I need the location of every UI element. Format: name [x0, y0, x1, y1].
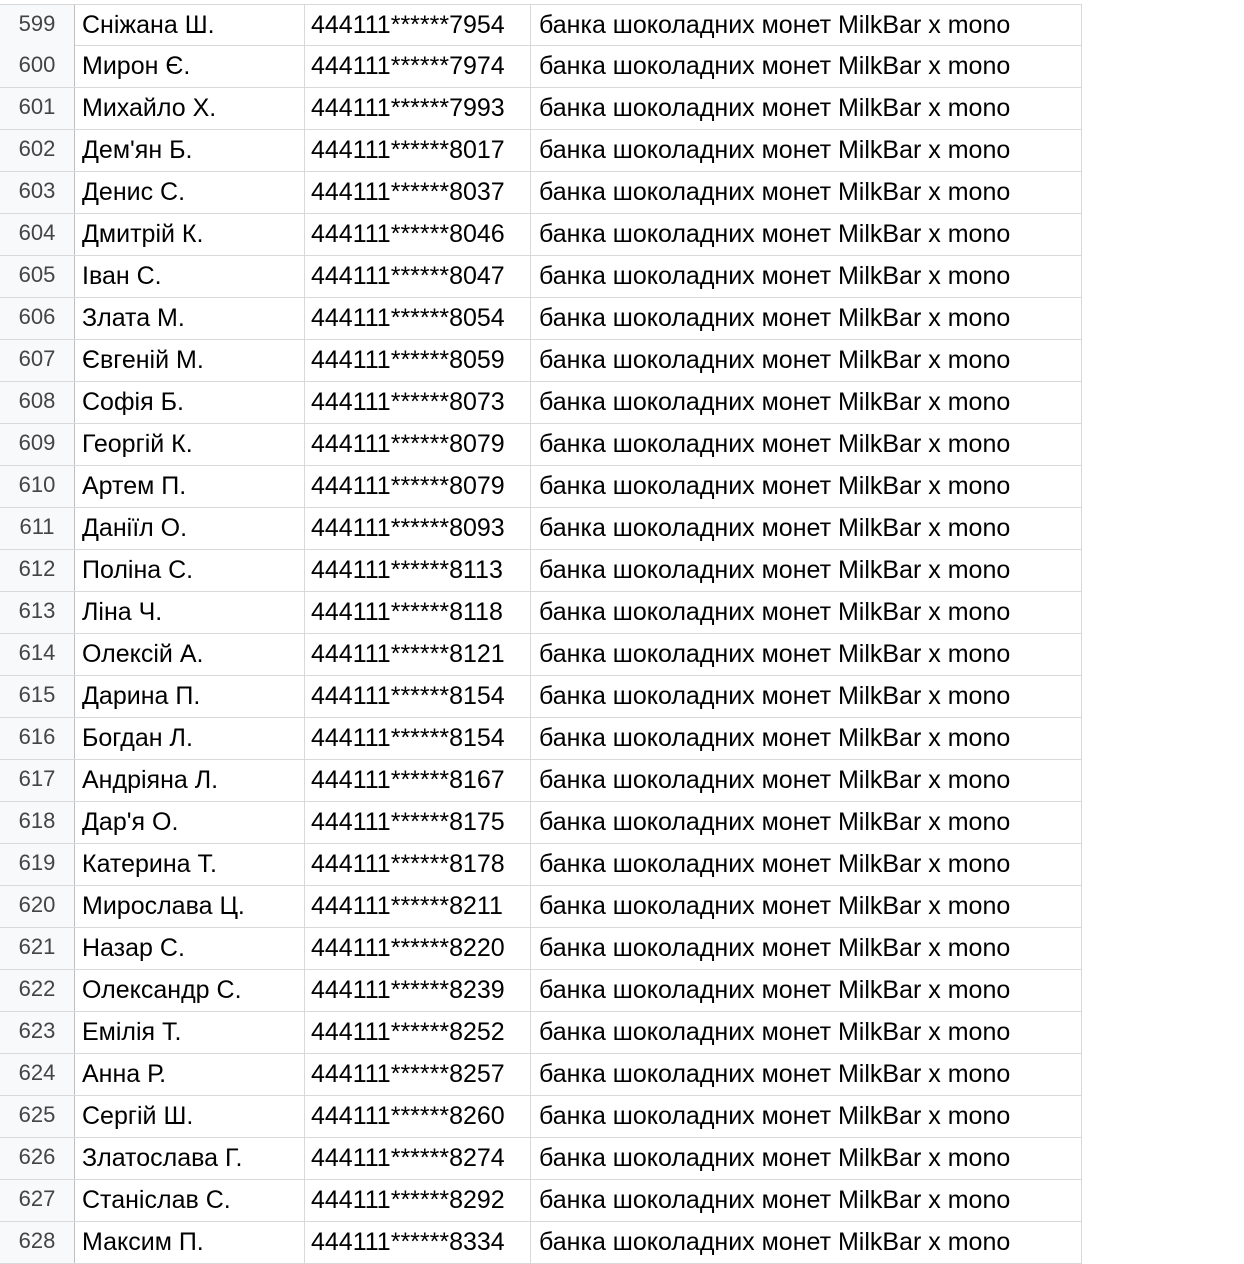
- card-number-cell[interactable]: 444111******8167: [305, 760, 531, 801]
- table-row: [0, 634, 1082, 676]
- row-number-header[interactable]: 600: [0, 46, 75, 87]
- prize-cell[interactable]: банка шоколадних монет MilkBar x mono: [531, 718, 1082, 759]
- prize-cell[interactable]: банка шоколадних монет MilkBar x mono: [531, 1096, 1082, 1137]
- table-row: [0, 298, 1082, 340]
- name-cell[interactable]: Георгій К.: [75, 424, 305, 465]
- table-row: [0, 1222, 1082, 1264]
- name-cell[interactable]: Даніїл О.: [75, 508, 305, 549]
- table-row: [0, 256, 1082, 298]
- table-row: [0, 718, 1082, 760]
- row-number-header[interactable]: 618: [0, 802, 75, 843]
- prize-cell[interactable]: банка шоколадних монет MilkBar x mono: [531, 88, 1082, 129]
- table-row: [0, 970, 1082, 1012]
- name-cell[interactable]: Євгеній М.: [75, 340, 305, 381]
- prize-cell[interactable]: банка шоколадних монет MilkBar x mono: [531, 340, 1082, 381]
- row-number-header[interactable]: 613: [0, 592, 75, 633]
- table-row: [0, 130, 1082, 172]
- row-number-header[interactable]: 601: [0, 88, 75, 129]
- card-number-cell[interactable]: 444111******8047: [305, 256, 531, 297]
- name-cell[interactable]: Сергій Ш.: [75, 1096, 305, 1137]
- card-number-cell[interactable]: 444111******8073: [305, 382, 531, 423]
- row-number-header[interactable]: 626: [0, 1138, 75, 1179]
- table-row: [0, 88, 1082, 130]
- name-cell[interactable]: Максим П.: [75, 1222, 305, 1263]
- name-cell[interactable]: Софія Б.: [75, 382, 305, 423]
- name-cell[interactable]: Назар С.: [75, 928, 305, 969]
- table-row: [0, 340, 1082, 382]
- row-number-header[interactable]: 621: [0, 928, 75, 969]
- prize-cell[interactable]: банка шоколадних монет MilkBar x mono: [531, 886, 1082, 927]
- name-cell[interactable]: Станіслав С.: [75, 1180, 305, 1221]
- name-cell[interactable]: Андріяна Л.: [75, 760, 305, 801]
- row-number-header[interactable]: 604: [0, 214, 75, 255]
- card-number-cell[interactable]: 444111******8079: [305, 466, 531, 507]
- prize-cell[interactable]: банка шоколадних монет MilkBar x mono: [531, 5, 1082, 46]
- card-number-cell[interactable]: 444111******8093: [305, 508, 531, 549]
- prize-cell[interactable]: банка шоколадних монет MilkBar x mono: [531, 1012, 1082, 1053]
- table-row: [0, 592, 1082, 634]
- spreadsheet-grid: [0, 4, 1082, 1264]
- row-number-header[interactable]: 619: [0, 844, 75, 885]
- table-row: [0, 1138, 1082, 1180]
- card-number-cell[interactable]: 444111******8211: [305, 886, 531, 927]
- table-row: [0, 1012, 1082, 1054]
- prize-cell[interactable]: банка шоколадних монет MilkBar x mono: [531, 1180, 1082, 1221]
- card-number-cell[interactable]: 444111******8257: [305, 1054, 531, 1095]
- prize-cell[interactable]: банка шоколадних монет MilkBar x mono: [531, 928, 1082, 969]
- prize-cell[interactable]: банка шоколадних монет MilkBar x mono: [531, 550, 1082, 591]
- row-number-header[interactable]: 622: [0, 970, 75, 1011]
- card-number-cell[interactable]: 444111******8178: [305, 844, 531, 885]
- prize-cell[interactable]: банка шоколадних монет MilkBar x mono: [531, 172, 1082, 213]
- card-number-cell[interactable]: 444111******8059: [305, 340, 531, 381]
- table-row: [0, 46, 1082, 88]
- prize-cell[interactable]: банка шоколадних монет MilkBar x mono: [531, 760, 1082, 801]
- name-cell[interactable]: Сніжана Ш.: [75, 5, 305, 46]
- name-cell[interactable]: Ліна Ч.: [75, 592, 305, 633]
- card-number-cell[interactable]: 444111******8220: [305, 928, 531, 969]
- table-row: [0, 550, 1082, 592]
- card-number-cell[interactable]: 444111******8118: [305, 592, 531, 633]
- row-number-header[interactable]: 615: [0, 676, 75, 717]
- table-row: [0, 4, 1082, 46]
- row-number-header[interactable]: 607: [0, 340, 75, 381]
- name-cell[interactable]: Олексій А.: [75, 634, 305, 675]
- card-number-cell[interactable]: 444111******8037: [305, 172, 531, 213]
- name-cell[interactable]: Мирон Є.: [75, 46, 305, 87]
- table-row: [0, 424, 1082, 466]
- table-row: [0, 928, 1082, 970]
- row-number-header[interactable]: 628: [0, 1222, 75, 1263]
- table-row: [0, 886, 1082, 928]
- prize-cell[interactable]: банка шоколадних монет MilkBar x mono: [531, 46, 1082, 87]
- row-number-header[interactable]: 617: [0, 760, 75, 801]
- prize-cell[interactable]: банка шоколадних монет MilkBar x mono: [531, 256, 1082, 297]
- card-number-cell[interactable]: 444111******8274: [305, 1138, 531, 1179]
- prize-cell[interactable]: банка шоколадних монет MilkBar x mono: [531, 298, 1082, 339]
- table-row: [0, 802, 1082, 844]
- prize-cell[interactable]: банка шоколадних монет MilkBar x mono: [531, 1222, 1082, 1263]
- table-row: [0, 1096, 1082, 1138]
- prize-cell[interactable]: банка шоколадних монет MilkBar x mono: [531, 508, 1082, 549]
- card-number-cell[interactable]: 444111******8154: [305, 676, 531, 717]
- row-number-header[interactable]: 625: [0, 1096, 75, 1137]
- row-number-header[interactable]: 612: [0, 550, 75, 591]
- name-cell[interactable]: Златослава Г.: [75, 1138, 305, 1179]
- row-number-header[interactable]: 611: [0, 508, 75, 549]
- card-number-cell[interactable]: 444111******8017: [305, 130, 531, 171]
- table-row: [0, 1054, 1082, 1096]
- card-number-cell[interactable]: 444111******8079: [305, 424, 531, 465]
- table-row: [0, 466, 1082, 508]
- table-row: [0, 1180, 1082, 1222]
- name-cell[interactable]: Катерина Т.: [75, 844, 305, 885]
- table-row: [0, 760, 1082, 802]
- table-row: [0, 844, 1082, 886]
- prize-cell[interactable]: банка шоколадних монет MilkBar x mono: [531, 844, 1082, 885]
- card-number-cell[interactable]: 444111******8292: [305, 1180, 531, 1221]
- prize-cell[interactable]: банка шоколадних монет MilkBar x mono: [531, 424, 1082, 465]
- row-number-header[interactable]: 602: [0, 130, 75, 171]
- card-number-cell[interactable]: 444111******8252: [305, 1012, 531, 1053]
- card-number-cell[interactable]: 444111******7974: [305, 46, 531, 87]
- table-row: [0, 382, 1082, 424]
- card-number-cell[interactable]: 444111******8154: [305, 718, 531, 759]
- prize-cell[interactable]: банка шоколадних монет MilkBar x mono: [531, 214, 1082, 255]
- name-cell[interactable]: Поліна С.: [75, 550, 305, 591]
- name-cell[interactable]: Анна Р.: [75, 1054, 305, 1095]
- card-number-cell[interactable]: 444111******8334: [305, 1222, 531, 1263]
- prize-cell[interactable]: банка шоколадних монет MilkBar x mono: [531, 676, 1082, 717]
- row-number-header[interactable]: 620: [0, 886, 75, 927]
- row-number-header[interactable]: 624: [0, 1054, 75, 1095]
- row-number-header[interactable]: 623: [0, 1012, 75, 1053]
- row-number-header[interactable]: 606: [0, 298, 75, 339]
- prize-cell[interactable]: банка шоколадних монет MilkBar x mono: [531, 970, 1082, 1011]
- row-number-header[interactable]: 614: [0, 634, 75, 675]
- table-row: [0, 172, 1082, 214]
- row-number-header[interactable]: 608: [0, 382, 75, 423]
- card-number-cell[interactable]: 444111******8260: [305, 1096, 531, 1137]
- name-cell[interactable]: Олександр С.: [75, 970, 305, 1011]
- row-number-header[interactable]: 603: [0, 172, 75, 213]
- name-cell[interactable]: Михайло Х.: [75, 88, 305, 129]
- card-number-cell[interactable]: 444111******8054: [305, 298, 531, 339]
- name-cell[interactable]: Денис С.: [75, 172, 305, 213]
- prize-cell[interactable]: банка шоколадних монет MilkBar x mono: [531, 802, 1082, 843]
- card-number-cell[interactable]: 444111******8175: [305, 802, 531, 843]
- row-number-header[interactable]: 599: [0, 5, 75, 46]
- name-cell[interactable]: Артем П.: [75, 466, 305, 507]
- row-number-header[interactable]: 610: [0, 466, 75, 507]
- name-cell[interactable]: Емілія Т.: [75, 1012, 305, 1053]
- name-cell[interactable]: Богдан Л.: [75, 718, 305, 759]
- name-cell[interactable]: Іван С.: [75, 256, 305, 297]
- prize-cell[interactable]: банка шоколадних монет MilkBar x mono: [531, 1138, 1082, 1179]
- table-row: [0, 676, 1082, 718]
- name-cell[interactable]: Дар'я О.: [75, 802, 305, 843]
- card-number-cell[interactable]: 444111******8121: [305, 634, 531, 675]
- card-number-cell[interactable]: 444111******7993: [305, 88, 531, 129]
- table-row: [0, 508, 1082, 550]
- table-row: [0, 214, 1082, 256]
- prize-cell[interactable]: банка шоколадних монет MilkBar x mono: [531, 634, 1082, 675]
- prize-cell[interactable]: банка шоколадних монет MilkBar x mono: [531, 592, 1082, 633]
- name-cell[interactable]: Дем'ян Б.: [75, 130, 305, 171]
- card-number-cell[interactable]: 444111******7954: [305, 5, 531, 46]
- prize-cell[interactable]: банка шоколадних монет MilkBar x mono: [531, 466, 1082, 507]
- prize-cell[interactable]: банка шоколадних монет MilkBar x mono: [531, 130, 1082, 171]
- row-number-header[interactable]: 627: [0, 1180, 75, 1221]
- row-number-header[interactable]: 605: [0, 256, 75, 297]
- prize-cell[interactable]: банка шоколадних монет MilkBar x mono: [531, 382, 1082, 423]
- card-number-cell[interactable]: 444111******8239: [305, 970, 531, 1011]
- name-cell[interactable]: Дмитрій К.: [75, 214, 305, 255]
- card-number-cell[interactable]: 444111******8046: [305, 214, 531, 255]
- card-number-cell[interactable]: 444111******8113: [305, 550, 531, 591]
- row-number-header[interactable]: 609: [0, 424, 75, 465]
- name-cell[interactable]: Мирослава Ц.: [75, 886, 305, 927]
- row-number-header[interactable]: 616: [0, 718, 75, 759]
- name-cell[interactable]: Дарина П.: [75, 676, 305, 717]
- name-cell[interactable]: Злата М.: [75, 298, 305, 339]
- prize-cell[interactable]: банка шоколадних монет MilkBar x mono: [531, 1054, 1082, 1095]
